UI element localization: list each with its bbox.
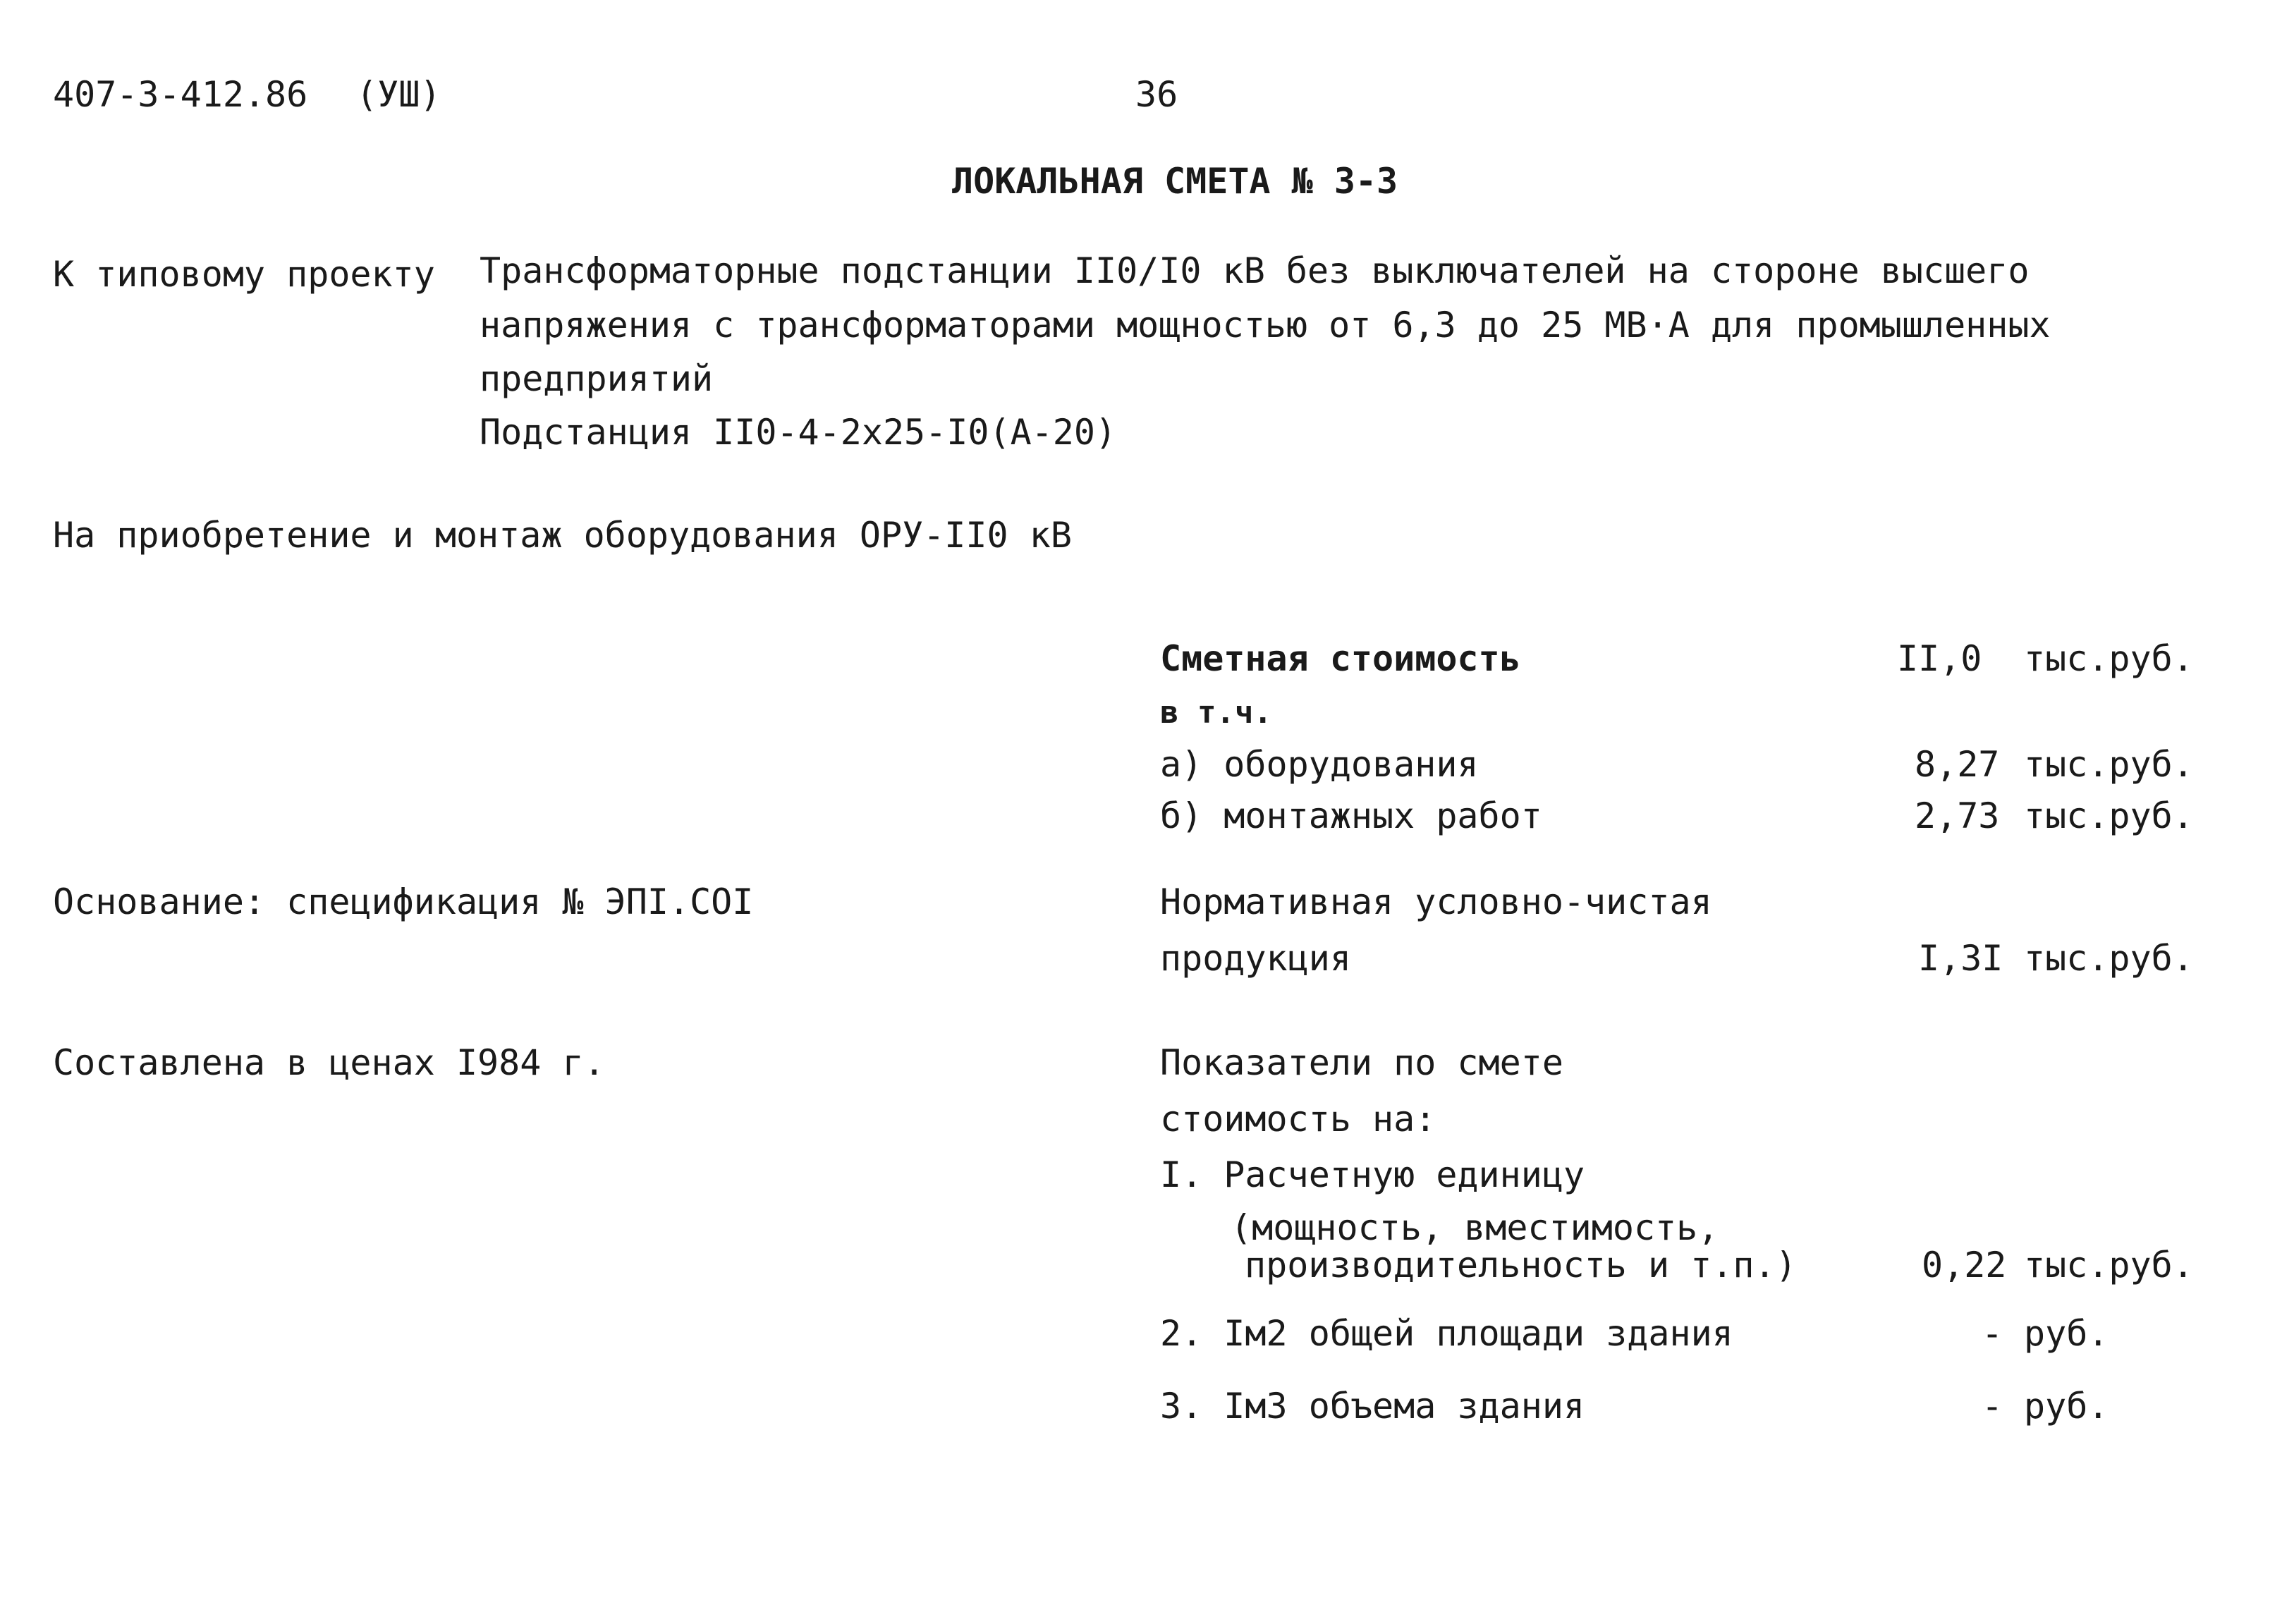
including-label: в т.ч. xyxy=(1160,695,1272,731)
indicator-2-value: - xyxy=(1982,1313,2003,1354)
indicator-1-label: I. Расчетную единицу xyxy=(1160,1154,1585,1195)
document-code: 407-3-412.86 xyxy=(53,74,308,115)
indicators-title: Показатели по смете xyxy=(1160,1042,1563,1083)
document-title: ЛОКАЛЬНАЯ СМЕТА № 3-3 xyxy=(952,161,1398,202)
indicator-1-value: 0,22 xyxy=(1922,1245,2007,1286)
indicator-3-value: - xyxy=(1982,1386,2003,1427)
page-number: 36 xyxy=(1135,74,1178,115)
purpose-text: На приобретение и монтаж оборудования ОРУ-II0 кВ xyxy=(53,515,1072,556)
estimated-cost-value: II,0 xyxy=(1897,638,1982,679)
indicator-1-sub-2: производительность и т.п.) xyxy=(1245,1245,1797,1286)
production-label-1: Нормативная условно-чистая xyxy=(1160,881,1712,922)
indicator-3-label: 3. Iм3 объема здания xyxy=(1160,1386,1585,1427)
indicator-3-unit: руб. xyxy=(2024,1386,2109,1427)
production-unit: тыс.руб. xyxy=(2024,938,2194,979)
project-line-4: Подстанция II0-4-2х25-I0(А-20) xyxy=(480,412,1117,453)
project-label: К типовому проекту xyxy=(53,254,435,295)
estimated-cost-unit: тыс.руб. xyxy=(2024,638,2194,679)
indicator-1-unit: тыс.руб. xyxy=(2024,1245,2194,1286)
installation-unit: тыс.руб. xyxy=(2024,795,2194,836)
equipment-value: 8,27 xyxy=(1915,744,2000,785)
indicator-1-sub-1: (мощность, вместимость, xyxy=(1231,1207,1719,1248)
indicator-2-unit: руб. xyxy=(2024,1313,2109,1354)
project-line-1: Трансформаторные подстанции II0/I0 кВ без выключателей на стороне высшего xyxy=(480,250,2030,291)
indicator-2-label: 2. Iм2 общей площади здания xyxy=(1160,1313,1733,1354)
prices-text: Составлена в ценах I984 г. xyxy=(53,1042,605,1083)
project-line-2: напряжения с трансформаторами мощностью от 6,3 до 25 МВ·А для промышленных xyxy=(480,305,2051,346)
equipment-label: а) оборудования xyxy=(1160,744,1479,785)
indicators-subtitle: стоимость на: xyxy=(1160,1099,1436,1140)
album-number: (УШ) xyxy=(356,74,441,115)
production-value: I,3I xyxy=(1918,938,2003,979)
estimated-cost-label: Сметная стоимость xyxy=(1160,638,1521,679)
project-line-3: предприятий xyxy=(480,358,714,399)
installation-value: 2,73 xyxy=(1915,795,2000,836)
equipment-unit: тыс.руб. xyxy=(2024,744,2194,785)
installation-label: б) монтажных работ xyxy=(1160,795,1542,836)
basis-text: Основание: спецификация № ЭПI.COI xyxy=(53,881,754,922)
production-label-2: продукция xyxy=(1160,938,1351,979)
